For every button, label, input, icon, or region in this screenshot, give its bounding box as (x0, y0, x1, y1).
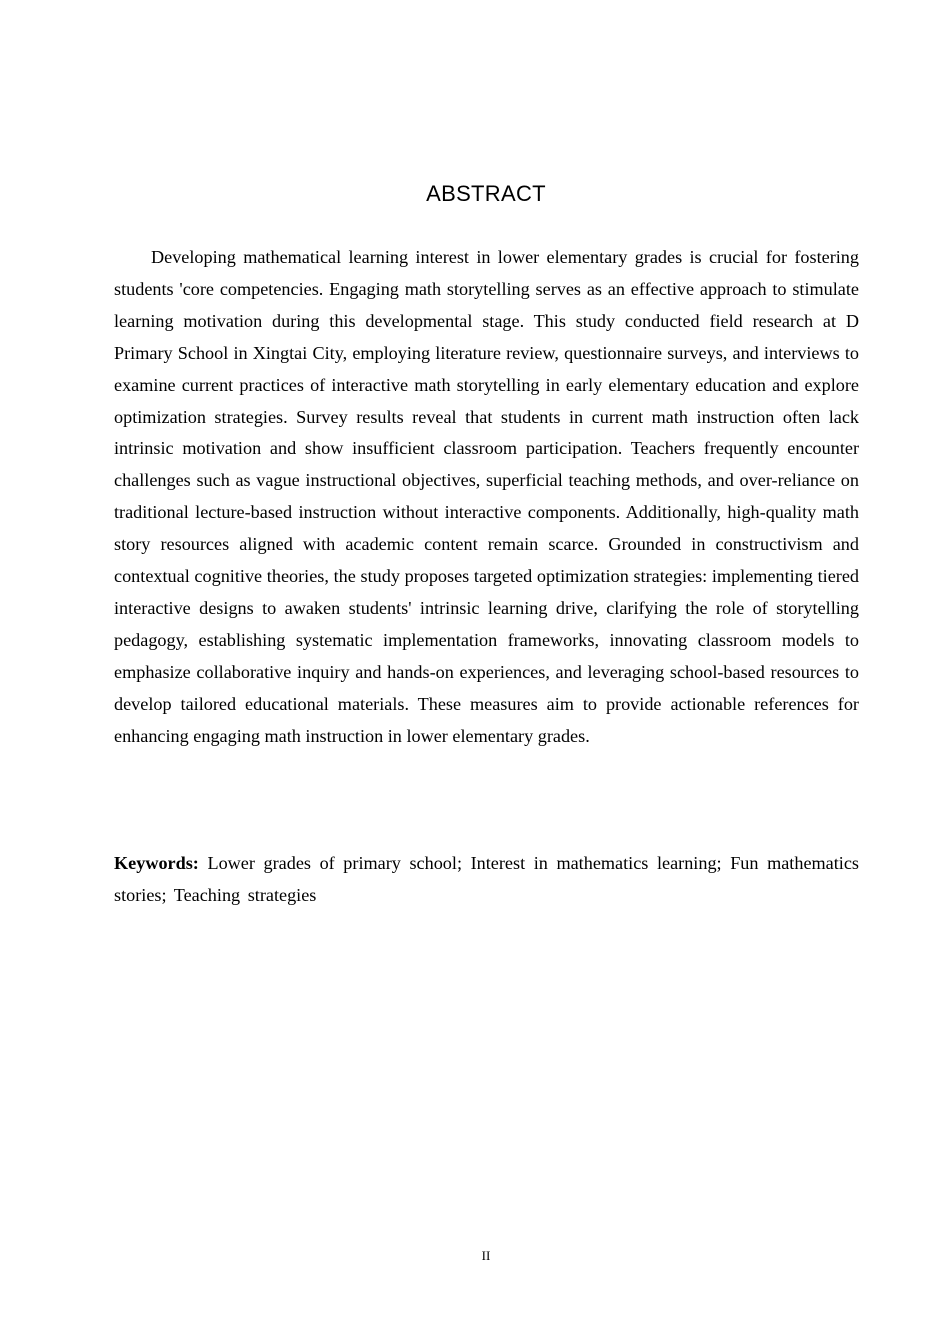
page-number: II (481, 1248, 491, 1263)
keywords-line (114, 848, 859, 912)
keywords-text: Lower grades of primary school; Interest in mathematics learning; Fun mathematics stories; Teaching strategies (114, 853, 859, 905)
abstract-paragraph: Developing mathematical learning interest in lower elementary grades is crucial for fostering students 'core competencies. Engaging math storytelling serves as an effective approach to stimulate learning motivation during this developmental stage. This study conducted field research at D Primary School in Xingtai City, employing literature review, questionnaire surveys, and interviews to examine current practices of interactive math storytelling in early elementary education and explore optimization strategies. Survey results reveal that students in current math instruction often lack intrinsic motivation and show insufficient classroom participation. Teachers frequently encounter challenges such as vague instructional objectives, superficial teaching methods, and over-reliance on traditional lecture-based instruction without interactive components. Additionally, high-quality math story resources aligned with academic content remain scarce. Grounded in constructivism and contextual cognitive theories, the study proposes targeted optimization strategies: implementing tiered interactive designs to awaken students' intrinsic learning drive, clarifying the role of storytelling pedagogy, establishing systematic implementation frameworks, innovating classroom models to emphasize collaborative inquiry and hands-on experiences, and leveraging school-based resources to develop tailored educational materials. These measures aim to provide actionable references for enhancing engaging math instruction in lower elementary grades. (114, 247, 859, 746)
keywords-label: Keywords: (114, 853, 199, 873)
abstract-title: ABSTRACT (426, 181, 546, 206)
